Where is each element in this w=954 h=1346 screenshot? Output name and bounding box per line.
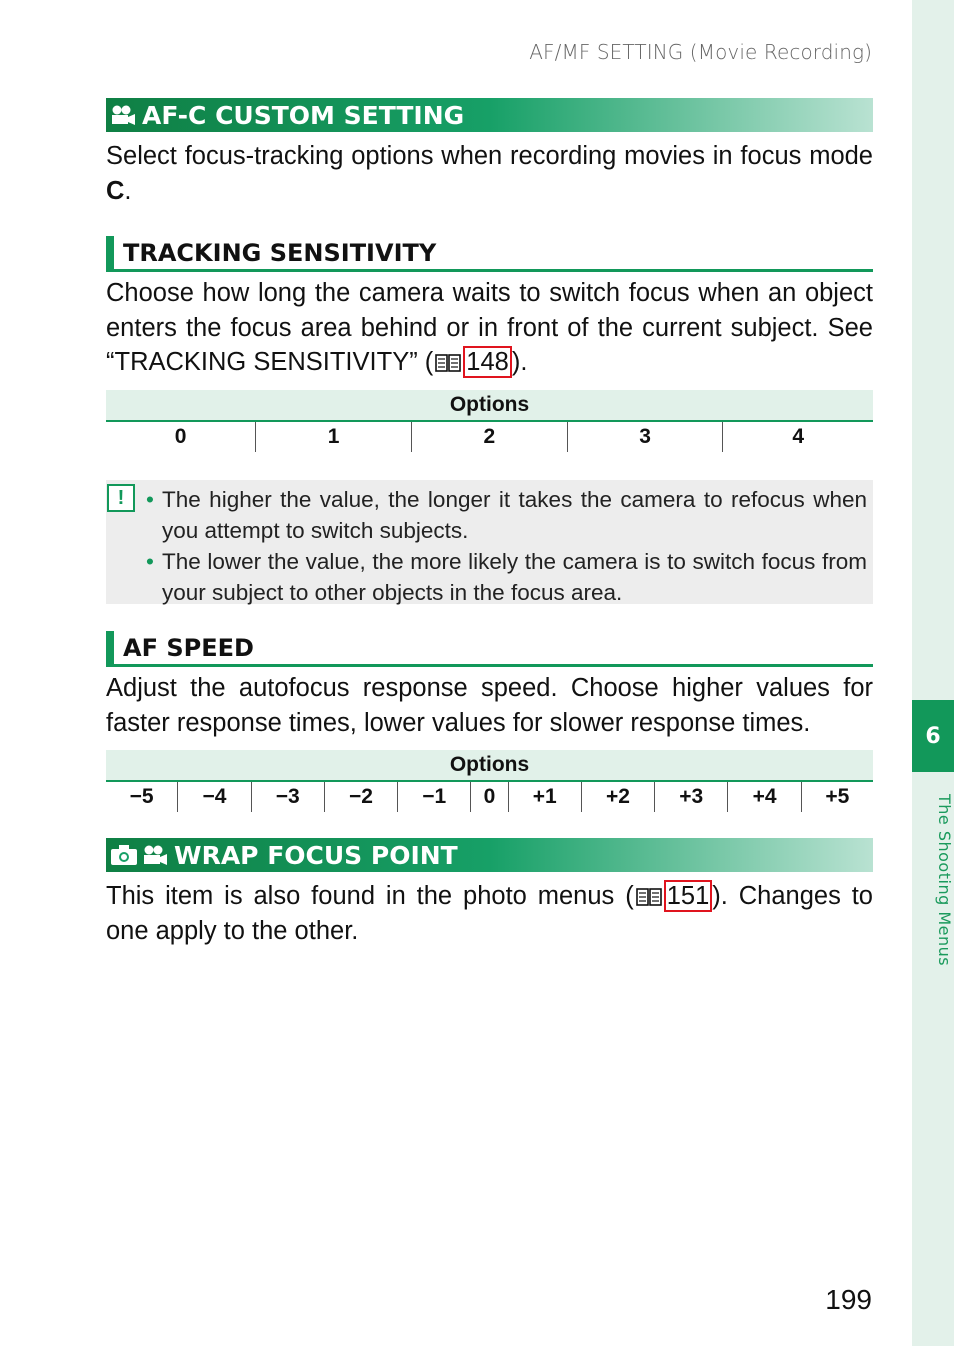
note-item: • The higher the value, the longer it takes the camera to refocus when you attempt to switch subjects. bbox=[146, 487, 867, 543]
option-cell: 4 bbox=[723, 421, 873, 452]
tracking-text: Choose how long the camera waits to switch focus when an object enters the focus area behind or in front of the current subject. See “TRACKING SENSITIVITY” ( bbox=[106, 279, 873, 376]
option-cell: −4 bbox=[178, 781, 251, 812]
chapter-label: The Shooting Menus bbox=[935, 793, 954, 967]
book-icon bbox=[636, 887, 662, 907]
options-header: Options bbox=[106, 750, 873, 781]
wrap-text: This item is also found in the photo menus ( bbox=[106, 882, 634, 910]
tracking-text-end: ). bbox=[511, 348, 528, 376]
section-heading-af-c bbox=[106, 98, 873, 132]
option-cell: +4 bbox=[728, 781, 801, 812]
option-cell: −1 bbox=[398, 781, 471, 812]
option-cell: 0 bbox=[174, 425, 187, 448]
intro-text: Select focus-tracking options when recording movies in focus mode bbox=[106, 142, 873, 170]
movie-icon bbox=[142, 844, 168, 866]
page-number: 199 bbox=[825, 1284, 872, 1315]
page-ref-link[interactable]: 148 bbox=[463, 346, 512, 378]
afspeed-description: Adjust the autofocus response speed. Choose higher values for faster response times, lower values for slower response times. bbox=[106, 674, 873, 737]
intro-end: . bbox=[124, 176, 132, 205]
running-header: AF/MF SETTING (Movie Recording) bbox=[529, 40, 872, 64]
option-cell: −3 bbox=[251, 781, 324, 812]
section-intro bbox=[106, 139, 873, 208]
tracking-description bbox=[106, 276, 873, 380]
option-cell: +5 bbox=[801, 781, 873, 812]
chapter-tab[interactable]: 6 bbox=[912, 700, 954, 772]
note-item: • The lower the value, the more likely the camera is to switch focus from your subject to other objects in the focus area. bbox=[146, 549, 867, 605]
section-heading-wrap-focus bbox=[106, 838, 873, 872]
option-cell: 1 bbox=[256, 421, 412, 452]
section-title: AF-C CUSTOM SETTING bbox=[142, 100, 465, 130]
option-cell: 3 bbox=[567, 421, 723, 452]
focus-mode-c: C bbox=[106, 176, 125, 205]
page-ref-link[interactable]: 151 bbox=[664, 880, 713, 912]
wrap-text-end: ). Changes to one apply to the other. bbox=[106, 882, 873, 945]
subheading-af-speed: AF SPEED bbox=[106, 631, 873, 667]
section-title: WRAP FOCUS POINT bbox=[174, 840, 458, 870]
subheading-tracking-sensitivity: TRACKING SENSITIVITY bbox=[106, 236, 873, 272]
option-cell: 0 bbox=[471, 781, 508, 812]
book-icon bbox=[435, 353, 461, 373]
caution-note bbox=[106, 480, 873, 604]
wrap-focus-description bbox=[106, 879, 873, 948]
option-cell: +3 bbox=[655, 781, 728, 812]
caution-icon: ! bbox=[107, 484, 135, 512]
tracking-options-table bbox=[106, 390, 873, 452]
camera-icon bbox=[110, 844, 138, 866]
afspeed-options-table bbox=[106, 750, 873, 812]
options-header: Options bbox=[106, 390, 873, 421]
option-cell: +2 bbox=[581, 781, 654, 812]
option-cell: −5 bbox=[129, 785, 154, 808]
side-strip bbox=[912, 0, 954, 1346]
option-cell: +1 bbox=[508, 781, 581, 812]
movie-icon bbox=[110, 104, 136, 126]
option-cell: 2 bbox=[411, 421, 567, 452]
option-cell: −2 bbox=[324, 781, 397, 812]
